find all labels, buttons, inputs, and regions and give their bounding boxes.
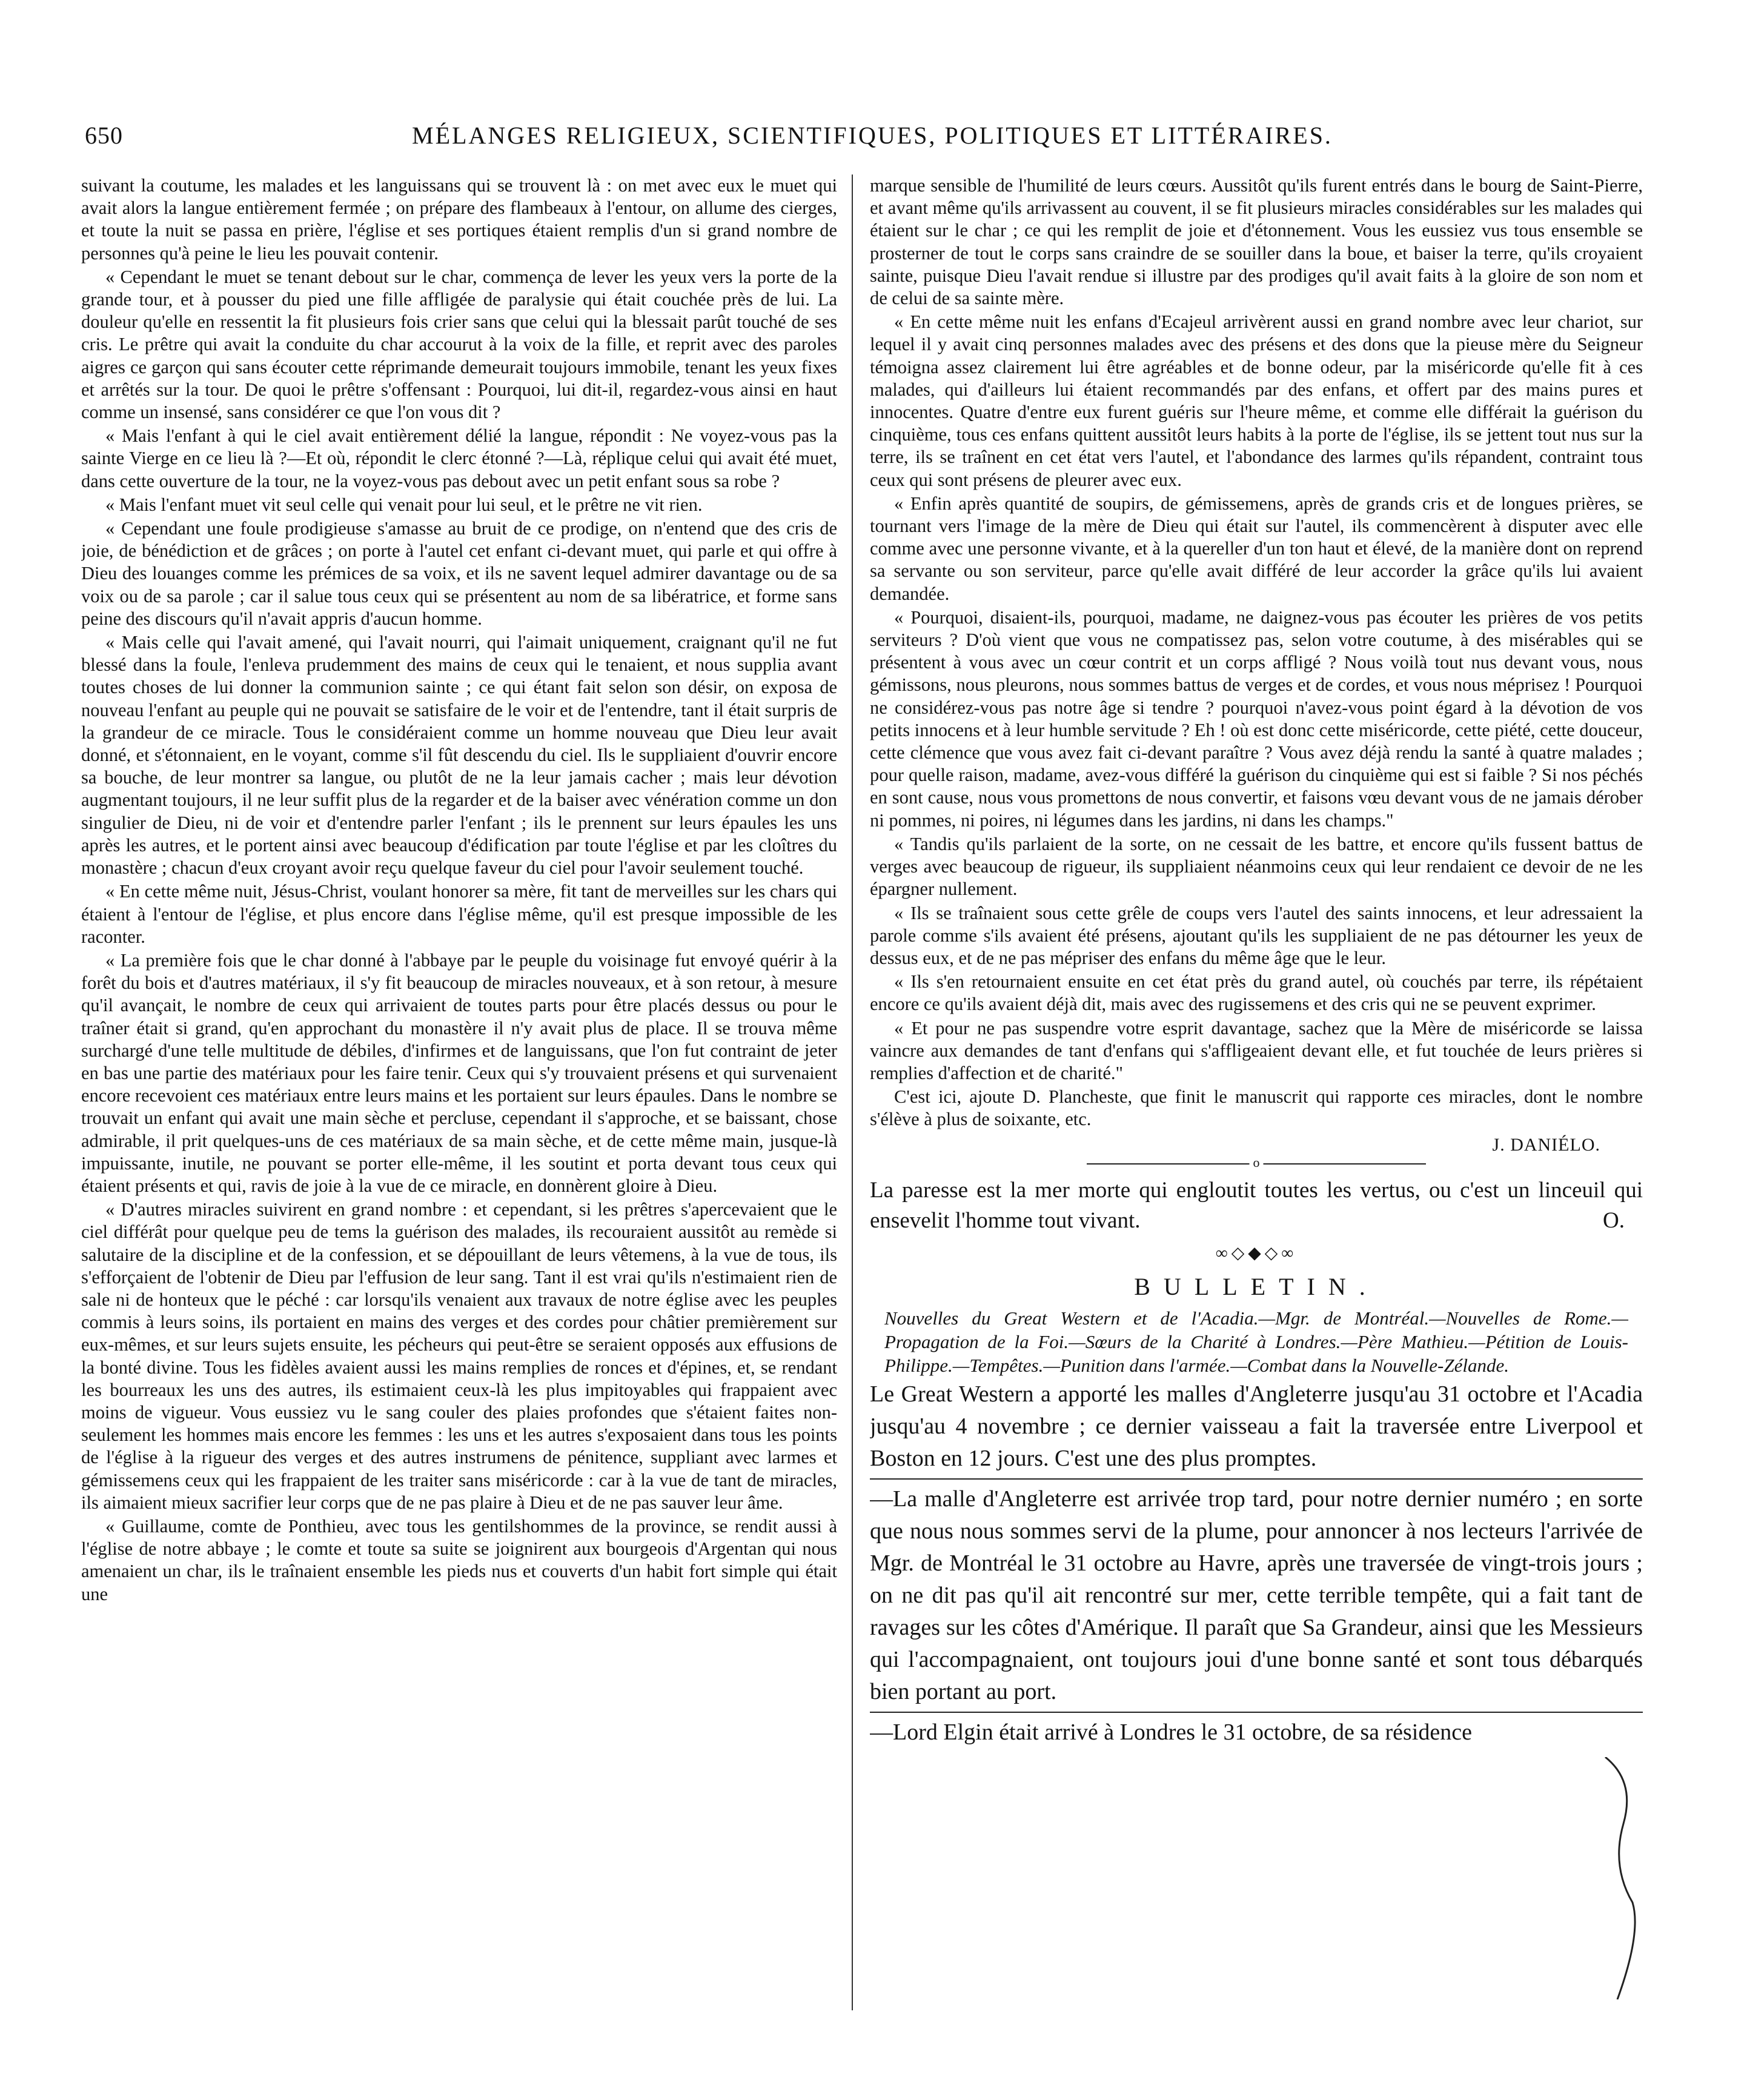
margin-bracket-mark xyxy=(1599,1757,1642,1999)
ornament-divider: ∞◇◆◇∞ xyxy=(1215,1243,1298,1263)
article-paragraph: « D'autres miracles suivirent en grand nombre : et cependant, si les prêtres s'apercevaient que le ciel différât pour quelque peu de tems la guérison des malades, ils recouraient aussitôt au remède si salutaire de la discipline et de la confession, et se dépouillant de leurs vêtemens, à la vue de tous, ils s'efforçaient de l'obtenir de Dieu par l'effusion de leur sang. Tant il est vrai qu'ils n'estimaient rien de sale ni de honteux que le péché : car lorsqu'ils venaient aux travaux de notre église avec les peuples commis à leurs soins, ils portaient en mains des verges et des cordes pour châtier premièrement sur eux-mêmes, et sur leurs sujets ensuite, les pécheurs qui peut-être se seraient opposés aux effusions de la bonté divine. Tous les fidèles avaient aussi les mains remplies de ronces et d'épines, et, se rendant les bourreaux les uns des autres, ils estimaient ceux-là les plus impitoyables qui frappaient avec moins de vigueur. Vous eussiez vu le sang couler des plaies profondes que s'étaient faites non-seulement les hommes mais encore les femmes : les uns et les autres s'exposaient dans tous les points de l'église à la rigueur des verges et des autres instrumens de pénitence, suppliant avec larmes et gémissemens ceux qui les frappaient de les traiter sans miséricorde : car à la vue de tant de miracles, ils aimaient mieux sacrifier leur corps que de ne pas plaire à Dieu et de ne pas sauver leur âme. xyxy=(81,1199,837,1513)
article-paragraph: « Guillaume, comte de Ponthieu, avec tous les gentilshommes de la province, se rendit aussi à l'église de notre abbaye ; le comte et toute sa suite se joignirent aux bourgeois d'Argentan qui nous amenaient un char, ils le traînaient ensemble les pieds nus et couverts d'un habit fort simple qui était une xyxy=(81,1515,837,1604)
maxim-signature: O. xyxy=(1603,1208,1625,1233)
article-paragraph: « Mais l'enfant muet vit seul celle qui venait pour lui seul, et le prêtre ne vit rien. xyxy=(105,494,703,515)
article-paragraph: « Cependant une foule prodigieuse s'amasse au bruit de ce prodige, on n'entend que des cris de joie, de bénédiction et de grâces ; on porte à l'autel cet enfant ci-devant muet, qui parle et qui offre à Dieu des louanges comme les prémices de sa voix, et ils ne savent lequel admirer davantage ou de sa voix ou de sa parole ; car il salue tous ceux qui se présentent au nom de sa libératrice, et forme sans peine des discours qu'il n'avait appris d'aucun homme. xyxy=(81,518,837,629)
page-number: 650 xyxy=(85,122,123,149)
page-header xyxy=(85,121,1642,170)
article-paragraph: « Enfin après quantité de soupirs, de gémissemens, après de grands cris et de longues prières, se tournant vers l'image de la mère de Dieu qui était sur l'autel, ils commencèrent à disputer avec elle comme avec une personne vivante, et à la quereller d'un ton haut et élevé, de la manière dont on reprend sa servante ou son serviteur, parce qu'elle avait différé de leur accorder la grâce qu'ils lui avaient demandée. xyxy=(870,493,1643,604)
article-paragraph: « Ils se traînaient sous cette grêle de coups vers l'autel des saints innocens, et leur adressaient la parole comme s'ils avaient été présens, ajoutant qu'ils les suppliaient de ne pas détourner les yeux de dessus eux, et de ne pas mépriser des enfans du même âge que le leur. xyxy=(870,902,1643,968)
article-paragraph: « Pourquoi, disaient-ils, pourquoi, madame, ne daignez-vous pas écouter les prières de vos petits serviteurs ? D'où vient que vous ne compatissez pas, selon votre coutume, à des misérables qui se présentent à vous avec un cœur contrit et un corps affligé ? Nous voilà tout nus devant vous, nous gémissons, nous pleurons, nous sommes battus de verges et de cordes, et vous nous méprisez ! Pourquoi ne considérez-vous pas notre âge si tendre ? pourquoi n'avez-vous point égard à la dévotion de vos petits innocens et à leur humble servitude ? Eh ! où est donc cette miséricorde, cette piété, cette douceur, cette clémence que vous avez fait ci-devant paraître ? Vous avez déjà rendu la santé à quatre malades ; pour quelle raison, madame, avez-vous différé la guérison du cinquième qui est si faible ? Si nos péchés en sont cause, nous vous promettons de nous convertir, et faisons vœu devant vous de ne jamais dérober ni pommes, ni poires, ni légumes dans les jardins, ni dans les champs." xyxy=(870,606,1643,831)
article-paragraph: « En cette même nuit, Jésus-Christ, voulant honorer sa mère, fit tant de merveilles sur les chars qui étaient à l'entour de l'église, et plus encore dans l'église même, qu'il est presque impossible de les raconter. xyxy=(81,881,837,947)
bulletin-heading: BULLETIN. xyxy=(1134,1272,1379,1300)
article-paragraph: marque sensible de l'humilité de leurs cœurs. Aussitôt qu'ils furent entrés dans le bourg de Saint-Pierre, et avant même qu'ils arrivassent au couvent, il se fit plusieurs miracles considérables sur les malades qui étaient sur le char ; ce qui les remplit de joie et d'étonnement. Vous les eussiez vus tous ensemble se prosterner de tout le corps sans craindre de se souiller dans la boue, et baiser la terre, qu'ils croyaient sainte, puisque Dieu l'avait rendue si illustre par des prodiges qu'il avait faits à la gloire de son nom et de celui de sa sainte mère. xyxy=(870,175,1643,309)
news-rule xyxy=(870,1478,1643,1480)
column-divider xyxy=(852,174,853,2010)
article-paragraph: « Cependant le muet se tenant debout sur le char, commença de lever les yeux vers la porte de la grande tour, et à pousser du pied une fille affligée de paralysie qui était couchée près de lui. La douleur qu'elle en ressentit la fit plusieurs fois crier sans que celui qui la blessait parût touché de ses cris. Le prêtre qui avait la conduite du char accourut à la voix de la fille, et reprit avec des paroles aigres ce garçon qui sans écouter cette réprimande demeurait toujours immobile, tenant les yeux fixes et arrêtés sur la tour. De quoi le prêtre s'offensant : Pourquoi, lui dit-il, regardez-vous ainsi en haut comme un insensé, sans considérer ce que l'on vous dit ? xyxy=(81,266,837,423)
news-item: —La malle d'Angleterre est arrivée trop tard, pour notre dernier numéro ; en sorte que nous nous sommes servi de la plume, pour annoncer à nos lecteurs l'arrivée de Mgr. de Montréal le 31 octobre au Havre, après une traversée de vingt-trois jours ; on ne dit pas qu'il ait rencontré sur mer, cette terrible tempête, qui a fait tant de ravages sur les côtes d'Amérique. Il paraît que Sa Grandeur, ainsi que les Messieurs qui l'accompagnaient, ont toujours joui d'une bonne santé et sont tous débarqués bien portant au port. xyxy=(870,1486,1643,1705)
news-rule xyxy=(870,1712,1643,1713)
right-column xyxy=(870,174,1643,2016)
bulletin-summary: Nouvelles du Great Western et de l'Acadia.—Mgr. de Montréal.—Nouvelles de Rome.—Propagation de la Foi.—Sœurs de la Charité à Londres.—Père Mathieu.—Pétition de Louis-Philippe.—Tempêtes.—Punition dans l'armée.—Combat dans la Nouvelle-Zélande. xyxy=(884,1308,1628,1377)
running-title: MÉLANGES RELIGIEUX, SCIENTIFIQUES, POLITIQUES ET LITTÉRAIRES. xyxy=(412,122,1333,149)
separator-mark: o xyxy=(1250,1156,1264,1169)
maxim-text xyxy=(870,1175,1643,1236)
article-paragraph: « Mais l'enfant à qui le ciel avait entièrement délié la langue, répondit : Ne voyez-vous pas la sainte Vierge en ce lieu là ?—Et où, répondit le clerc étonné ?—Là, réplique celui qui avait été muet, dans cette ouverture de la tour, ne la voyez-vous pas debout avec un petit enfant sous sa robe ? xyxy=(81,425,837,491)
article-paragraph: « Mais celle qui l'avait amené, qui l'avait nourri, qui l'aimait uniquement, craignant qu'il ne fut blessé dans la foule, l'enleva prudemment des mains de ceux qui le tenaient, et nous supplia avant toutes choses de lui donner la communion sainte ; ce qui étant fait selon son désir, on exposa de nouveau l'enfant au peuple qui ne pouvait se satisfaire de le voir et de l'entendre, tant il était surpris de la grandeur de ce miracle. Tous le considéraient comme un homme nouveau que Dieu leur avait donné, et s'étonnaient, en le voyant, comme s'il fût descendu du ciel. Ils le suppliaient d'ouvrir encore sa bouche, de leur montrer sa langue, ou plutôt de ne la leur jamais cacher ; mais leur dévotion augmentant toujours, il ne leur suffit plus de la regarder et de la baiser avec vénération comme un don singulier de Dieu, ni de voir et d'entendre parler l'enfant ; ils le prennent sur leurs épaules les uns après les autres, et le portent ainsi avec beaucoup d'édification par toute l'église et par les cloîtres du monastère ; chacun d'eux croyant avoir reçu quelque faveur du ciel pour l'avoir seulement touché. xyxy=(81,632,837,879)
article-paragraph: « En cette même nuit les enfans d'Ecajeul arrivèrent aussi en grand nombre avec leur chariot, sur lequel il y avait cinq personnes malades avec des présens et des dons que la pieuse mère du Seigneur témoigna assez clairement lui être agréables et de bonne odeur, par la miséricorde qu'elle fit à ces malades, qui d'ailleurs lui étaient recommandés par des enfans, et offert par des mains pures et innocentes. Quatre d'entre eux furent guéris sur l'heure même, et comme elle différait la guérison du cinquième, tous ces enfans quittent aussitôt leurs habits à la porte de l'église, ils se jettent tout nus sur la terre, ils se traînent en cet état vers l'autel, et l'abondance des larmes qu'ils répandent, contraint tous ceux qui sont présens de pleurer avec eux. xyxy=(870,311,1643,490)
article-paragraph: « Tandis qu'ils parlaient de la sorte, on ne cessait de les battre, et encore qu'ils fussent battus de verges avec beaucoup de rigueur, ils suppliaient néanmoins ceux qui leur rendaient ce devoir de ne les épargner nullement. xyxy=(870,833,1643,900)
news-item: Le Great Western a apporté les malles d'Angleterre jusqu'au 31 octobre et l'Acadia jusqu'au 4 novembre ; ce dernier vaisseau a fait la traversée entre Liverpool et Boston en 12 jours. C'est une des plus promptes. xyxy=(870,1381,1643,1472)
article-paragraph: C'est ici, ajoute D. Plancheste, que finit le manuscrit qui rapporte ces miracles, dont le nombre s'élève à plus de soixante, etc. xyxy=(870,1086,1643,1130)
article-paragraph: « Ils s'en retournaient ensuite en cet état près du grand autel, où couchés par terre, ils répétaient encore ce qu'ils avaient déjà dit, mais avec des rugissemens et des cris qui ne se peuvent exprimer. xyxy=(870,971,1643,1015)
section-separator xyxy=(1087,1154,1426,1170)
left-column xyxy=(81,174,837,2016)
author-signature: J. DANIÉLO. xyxy=(1492,1134,1600,1155)
article-paragraph: suivant la coutume, les malades et les languissans qui se trouvent là : on met avec eux le muet qui avait alors la langue entièrement fermée ; on prépare des flambeaux à l'entour, on allume des cierges, et toute la nuit se passa en prière, l'église et ses portiques étaient remplis d'un si grand nombre de personnes qu'à peine le lieu les pouvait contenir. xyxy=(81,175,837,264)
article-paragraph: « Et pour ne pas suspendre votre esprit davantage, sachez que la Mère de miséricorde se laissa vaincre aux demandes de tant d'enfans qui s'affligeaient devant elle, et fut touchée de leurs prières si remplies d'affection et de charité." xyxy=(870,1017,1643,1083)
article-paragraph: « La première fois que le char donné à l'abbaye par le peuple du voisinage fut envoyé quérir à la forêt du bois et d'autres matériaux, il s'y fit beaucoup de miracles nouveaux, et à son retour, à mesure qu'il avançait, le nombre de ceux qui arrivaient de toutes parts pour être placés dessus ou pour le traîner était si grand, qu'en approchant du monastère il n'y avait plus de place. Il se trouva même surchargé d'une telle multitude de débiles, d'infirmes et de languissans, que l'on fut contraint de jeter en bas une partie des matériaux pour les faire tenir. Ceux qui s'y trouvaient présens et qui survenaient encore recevoient ces matériaux entre leurs mains et les portaient sur leurs épaules. Dans le nombre se trouvait un enfant qui avait une main sèche et percluse, cependant il s'approche, et se baissant, chose admirable, il prit quelques-uns de ces matériaux de sa main sèche, et de cette même main, jusque-là impuissante, inutile, ne pouvant se porter elle-même, il les soutint et porta devant tous ceux qui étaient présents et qui, ravis de joie à la vue de ce miracle, en donnèrent gloire à Dieu. xyxy=(81,949,837,1196)
news-item: —Lord Elgin était arrivé à Londres le 31 octobre, de sa résidence xyxy=(870,1720,1472,1746)
maxim-body: La paresse est la mer morte qui engloutit toutes les vertus, ou c'est un linceuil qui ensevelit l'homme tout vivant. xyxy=(870,1177,1643,1233)
